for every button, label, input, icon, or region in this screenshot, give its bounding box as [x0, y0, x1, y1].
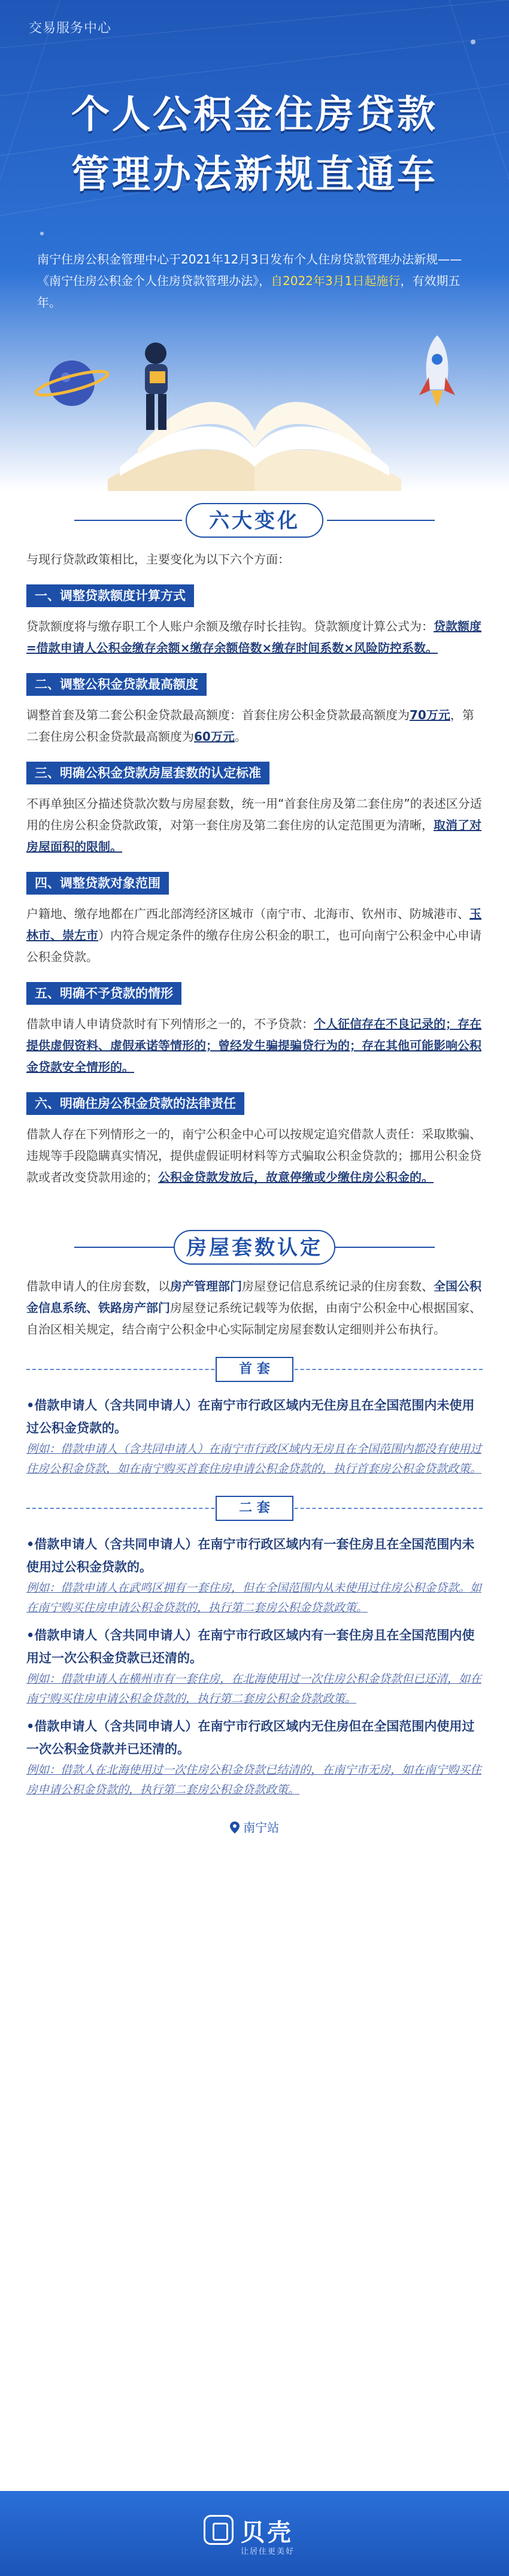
change-2-heading: 二、调整公积金贷款最高额度 — [26, 673, 207, 696]
intro-effective-date: 自2022年3月1日起施行 — [271, 274, 401, 288]
change-6-text: 借款人存在下列情形之一的，南宁公积金中心可以按规定追究借款人责任：采取欺骗、违规等手段隐瞒真实情况，提供虚假证明材料等方式骗取公积金贷款的；挪用公积金贷款或者改变贷款用途的； — [26, 1127, 481, 1184]
change-4-text-b: ）内符合规定条件的缴存住房公积金的职工，也可向南宁公积金中心申请公积金贷款。 — [26, 928, 481, 964]
header-banner — [0, 0, 509, 491]
second-home-title — [26, 1491, 483, 1527]
housing-count-intro — [26, 1275, 483, 1340]
change-2-body — [26, 704, 483, 747]
housing-count-heading: 房屋套数认定 — [186, 1236, 323, 1260]
change-2-text-b: ，第二套住房公积金贷款最高额度为 — [26, 708, 474, 744]
first-home-rule: •借款申请人（含共同申请人）在南宁市行政区域内无住房且在全国范围内未使用过公积金贷款的。 — [26, 1398, 475, 1435]
title-line-right — [327, 1247, 435, 1248]
six-changes-title — [26, 499, 483, 543]
second-home-label: 二 套 — [216, 1496, 293, 1521]
first-home-label: 首 套 — [216, 1357, 293, 1382]
second-home-example-2: 例如：借款申请人在横州市有一套住房，在北海使用过一次住房公积金贷款但已还清，如在南宁购买住房申请公积金贷款的，执行第二套房公积金贷款政策。 — [26, 1672, 482, 1705]
title-line-right — [327, 520, 435, 521]
header-intro — [37, 248, 474, 313]
title-banner — [174, 1230, 335, 1265]
title-line-left — [74, 520, 182, 521]
change-4-text-a: 户籍地、缴存地都在广西北部湾经济区城市（南宁市、北海市、钦州市、防城港市、 — [26, 907, 469, 921]
first-home-title — [26, 1352, 483, 1388]
change-5-highlight: 个人征信存在不良记录的；存在提供虚假资料、虚假承诺等情形的；曾经发生骗提骗贷行为的；存在其他可能影响公积金贷款安全情形的。 — [26, 1017, 481, 1074]
change-2-second-limit: 60万元 — [194, 729, 235, 744]
change-6-body — [26, 1123, 483, 1188]
change-1-formula: 贷款额度=借款申请人公积金缴存余额×缴存余额倍数×缴存时间系数×风险防控系数。 — [26, 619, 481, 655]
location-text: 南宁站 — [243, 1820, 280, 1835]
footer-bar — [0, 2491, 509, 2576]
change-3-highlight: 取消了对房屋面积的限制。 — [26, 818, 481, 854]
change-2-text-c: 。 — [234, 729, 247, 744]
change-4-body — [26, 903, 483, 968]
first-home-example: 例如：借款申请人（含共同申请人）在南宁市行政区域内无房且在全国范围内都没有使用过住房公积金贷款，如在南宁购买首套住房申请公积金贷款的，执行首套房公积金贷款政策。 — [26, 1442, 482, 1475]
change-2-first-limit: 70万元 — [410, 708, 450, 722]
change-4-heading: 四、调整贷款对象范围 — [26, 872, 169, 895]
brand-name: 贝壳 — [241, 2519, 293, 2547]
page-title-line-1: 个人公积金住房贷款 — [71, 93, 438, 137]
change-3-heading: 三、明确公积金贷款房屋套数的认定标准 — [26, 762, 269, 784]
beike-logo-icon — [204, 2515, 234, 2545]
change-5-body — [26, 1013, 483, 1078]
content — [0, 499, 509, 1835]
page-title-line-2: 管理办法新规直通车 — [71, 153, 438, 197]
change-5-text: 借款申请人申请贷款时有下列情形之一的，不予贷款： — [26, 1017, 314, 1031]
change-1-text: 贷款额度将与缴存职工个人账户余额及缴存时长挂钩。贷款额度计算公式为： — [26, 619, 434, 634]
header-tag: 交易服务中心 — [29, 21, 112, 36]
brand-slogan: 让居住更美好 — [241, 2547, 295, 2556]
intro-text-b: ，有效期五年。 — [37, 274, 460, 310]
change-1-body — [26, 616, 483, 659]
second-home-rule-2: •借款申请人（含共同申请人）在南宁市行政区域内有一套住房且在全国范围内使用过一次公积金贷款已还清的。 — [26, 1628, 475, 1665]
change-6-heading: 六、明确住房公积金贷款的法律责任 — [26, 1092, 244, 1115]
housing-intro-c: 房屋登记系统记载等为依据，由南宁公积金中心根据国家、自治区相关规定，结合南宁公积金中心实际制定房屋套数认定细则并公布执行。 — [26, 1301, 481, 1337]
change-1-heading: 一、调整贷款额度计算方式 — [26, 584, 194, 607]
housing-intro-b: 房屋登记信息系统记录的住房套数、 — [242, 1279, 434, 1293]
title-line-left — [74, 1247, 182, 1248]
change-3-body — [26, 793, 483, 857]
location-pin-icon — [230, 1822, 240, 1833]
housing-intro-b2: 全国公积金信息系统、铁路房产部门 — [26, 1279, 481, 1315]
location-label — [26, 1818, 483, 1835]
reading-person-icon — [145, 343, 168, 430]
book-reading-illustration — [0, 311, 509, 491]
rocket-icon — [419, 335, 455, 407]
change-3-text: 不再单独区分描述贷款次数与房屋套数，统一用“首套住房及第二套住房”的表述区分适用的住房公积金贷款政策，对第一套住房及第二套住房的认定范围更为清晰， — [26, 796, 482, 832]
second-home-example-3: 例如：借款人在北海使用过一次住房公积金贷款已结清的，在南宁市无房，如在南宁购买住房申请公积金贷款的，执行第二套房公积金贷款政策。 — [26, 1763, 482, 1796]
second-home-rule-1: •借款申请人（含共同申请人）在南宁市行政区域内有一套住房且在全国范围内未使用过公积金贷款的。 — [26, 1537, 475, 1574]
intro-text-a: 南宁住房公积金管理中心于2021年12月3日发布个人住房贷款管理办法新规——《南宁住房公积金个人住房贷款管理办法》， — [37, 252, 462, 288]
change-4-new-cities: 玉林市、崇左市 — [26, 907, 481, 942]
planet-icon — [34, 360, 110, 406]
housing-intro-b1: 房产管理部门 — [170, 1279, 242, 1293]
housing-count-title — [26, 1226, 483, 1269]
change-2-text-a: 调整首套及第二套公积金贷款最高额度：首套住房公积金贷款最高额度为 — [26, 708, 410, 722]
change-5-heading: 五、明确不予贷款的情形 — [26, 982, 181, 1005]
six-changes-heading: 六大变化 — [209, 509, 300, 533]
title-banner — [186, 503, 323, 538]
second-home-rule-3: •借款申请人（含共同申请人）在南宁市行政区域内无住房但在全国范围内使用过一次公积金贷款并已还清的。 — [26, 1719, 475, 1756]
six-changes-lead: 与现行贷款政策相比，主要变化为以下六个方面： — [26, 552, 290, 566]
second-home-example-1: 例如：借款申请人在武鸣区拥有一套住房，但在全国范围内从未使用过住房公积金贷款。如在南宁购买住房申请公积金贷款的，执行第二套房公积金贷款政策。 — [26, 1581, 482, 1614]
change-6-highlight: 公积金贷款发放后，故意停缴或少缴住房公积金的。 — [158, 1170, 434, 1184]
housing-intro-a: 借款申请人的住房套数，以 — [26, 1279, 170, 1293]
